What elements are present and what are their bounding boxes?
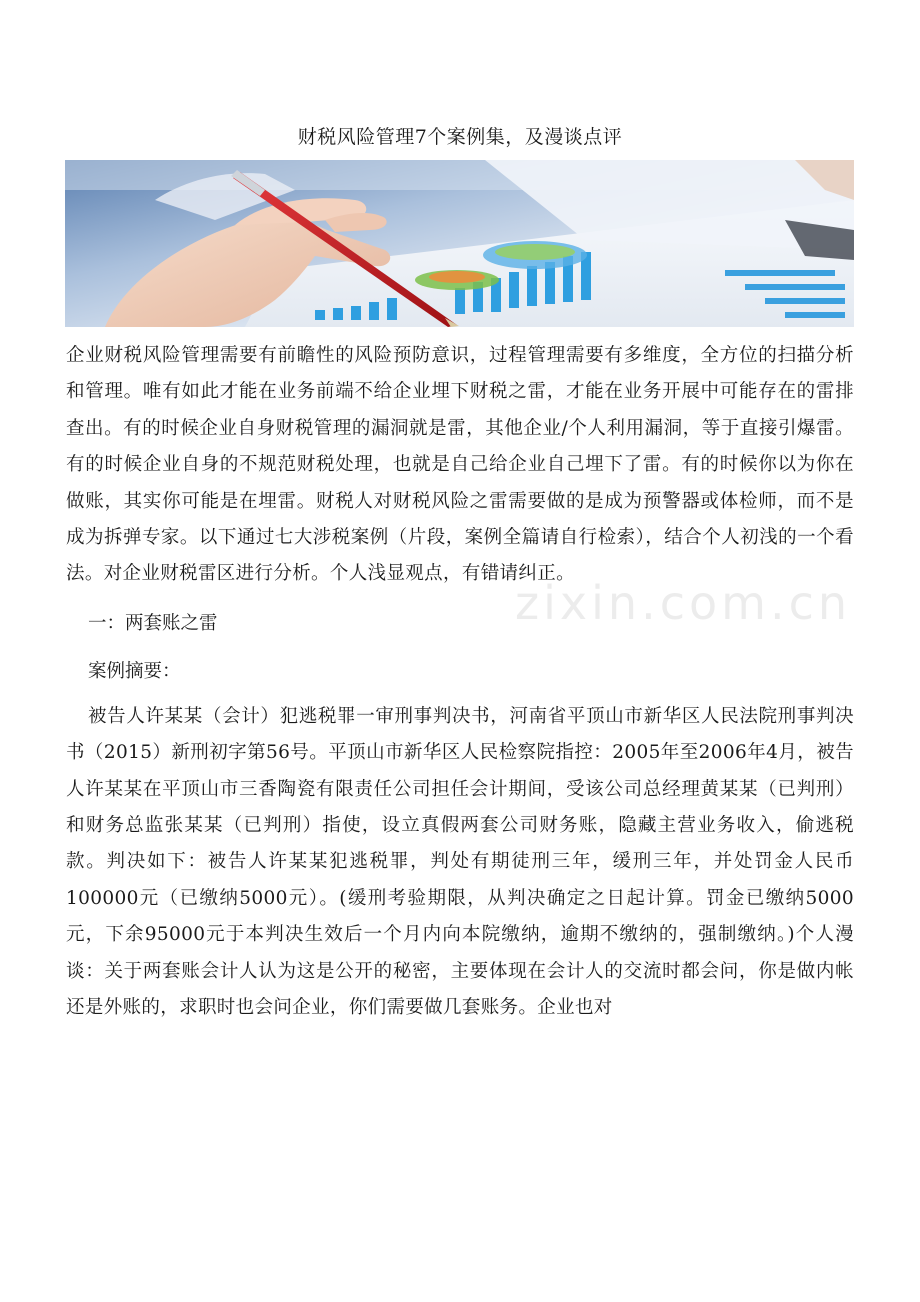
case-summary-label: 案例摘要： <box>88 660 181 682</box>
banner-image <box>65 160 854 327</box>
intro-paragraph: 企业财税风险管理需要有前瞻性的风险预防意识，过程管理需要有多维度，全方位的扫描分析和管理。唯有如此才能在业务前端不给企业埋下财税之雷，才能在业务开展中可能存在的雷排查出。有的时候企业自身财税管理的漏洞就是雷，其他企业/个人利用漏洞，等于直接引爆雷。有的时候企业自身的不规范财税处理，也就是自己给企业自己埋下了雷。有的时候你以为你在做账，其实你可能是在埋雷。财税人对财税风险之雷需要做的是成为预警器或体检师，而不是成为拆弹专家。以下通过七大涉税案例（片段，案例全篇请自行检索），结合个人初浅的一个看法。对企业财税雷区进行分析。个人浅显观点，有错请纠正。 <box>66 345 854 585</box>
document-title: 财税风险管理7个案例集，及漫谈点评 <box>297 126 623 148</box>
section-heading: 一：两套账之雷 <box>88 612 218 634</box>
article-body <box>66 338 854 1027</box>
case-body-paragraph: 被告人许某某（会计）犯逃税罪一审刑事判决书，河南省平顶山市新华区人民法院刑事判决书（2015）新刑初字第56号。平顶山市新华区人民检察院指控：2005年至2006年4月，被告人许某某在平顶山市三香陶瓷有限责任公司担任会计期间，受该公司总经理黄某某（已判刑）和财务总监张某某（已判刑）指使，设立真假两套公司财务账，隐藏主营业务收入，偷逃税款。判决如下：被告人许某某犯逃税罪，判处有期徒刑三年，缓刑三年，并处罚金人民币100000元（已缴纳5000元）。(缓刑考验期限，从判决确定之日起计算。罚金已缴纳5000元，下余95000元于本判决生效后一个月内向本院缴纳，逾期不缴纳的，强制缴纳。)个人漫谈：关于两套账会计人认为这是公开的秘密，主要体现在会计人的交流时都会问，你是做内帐还是外账的，求职时也会问企业，你们需要做几套账务。企业也对 <box>66 705 854 1019</box>
watermark: zixin.com.cn <box>515 576 852 630</box>
